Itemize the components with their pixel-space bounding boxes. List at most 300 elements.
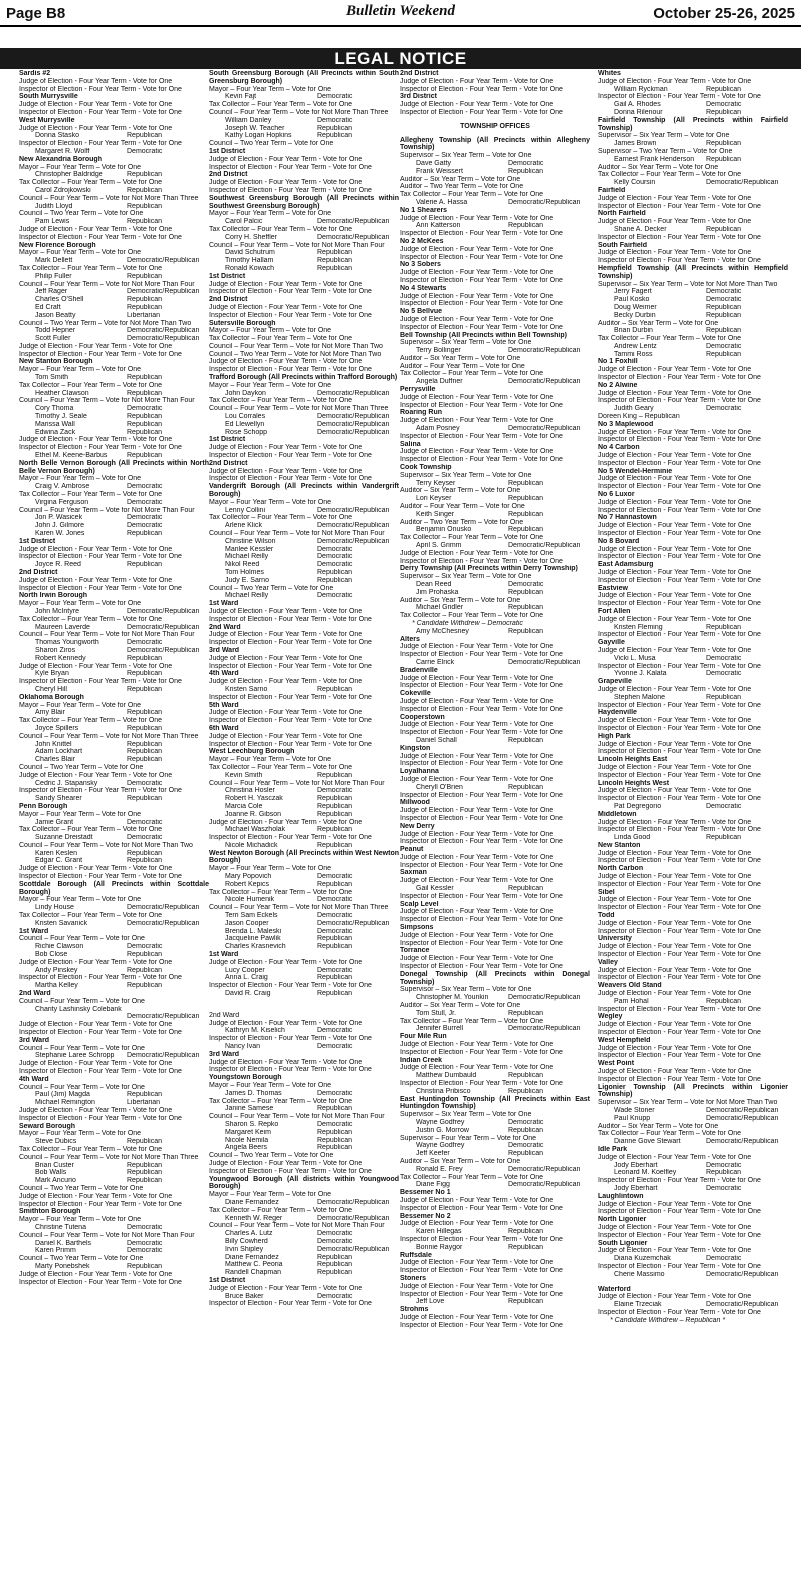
candidate-line — [209, 1199, 399, 1207]
candidate-name: Arlene Klick — [225, 522, 262, 530]
candidate-name: Doug Weimer — [614, 303, 657, 311]
candidate-line — [598, 156, 788, 164]
candidate-line — [400, 160, 590, 168]
office-line: Judge of Election - Four Year Term - Vote for One — [19, 436, 173, 444]
office-line: Judge of Election - Four Year Term - Vote for One — [400, 315, 554, 323]
candidate-line — [19, 670, 209, 678]
candidate-party: Republican — [508, 510, 544, 518]
office-line: Inspector of Election - Four Year Term - Vote for One — [19, 787, 182, 795]
candidate-line — [209, 795, 399, 803]
candidate-party: Democratic — [127, 818, 163, 826]
section-heading: New Florence Borough — [19, 241, 96, 249]
candidate-line — [598, 312, 788, 320]
candidate-line — [209, 1293, 399, 1301]
candidate-line — [19, 1006, 209, 1014]
candidate-line — [209, 1246, 399, 1254]
candidate-name: Carol Palcic — [225, 218, 263, 226]
candidate-name: Ronald Kowach — [225, 264, 275, 272]
section-heading: Millwood — [400, 799, 430, 807]
candidate-name: Diana Kuzemchak — [614, 1255, 671, 1263]
office-line: Judge of Election - Four Year Term - Vote for One — [209, 303, 363, 311]
candidate-line — [19, 1138, 209, 1146]
section-heading: No 1 Foxhill — [598, 358, 638, 366]
office-line: Auditor – Six Year Term – Vote for One — [400, 354, 521, 362]
office-line: Council – Four Year Term – Vote for Not More Than Four — [19, 506, 195, 514]
candidate-line — [400, 1025, 590, 1033]
candidate-party: Republican — [127, 452, 163, 460]
section-heading: Salina — [400, 440, 421, 448]
office-line: Council – Four Year Term – Vote for Not More Than Three — [19, 1153, 199, 1161]
section-heading: Simpsons — [400, 924, 434, 932]
candidate-line — [19, 312, 209, 320]
candidate-party: Republican — [317, 1269, 353, 1277]
section-heading: No 5 Wendel-Herminie — [598, 467, 673, 475]
candidate-name: Edgar C. Grant — [35, 857, 83, 865]
candidate-party: Democratic/Republican — [127, 919, 200, 927]
candidate-party: Democratic/Republican — [317, 420, 390, 428]
candidate-party: Republican — [508, 736, 544, 744]
office-line: Judge of Election - Four Year Term - Vote for One — [598, 818, 752, 826]
office-line: Inspector of Election - Four Year Term - Vote for One — [209, 366, 372, 374]
section-heading: Indian Creek — [400, 1056, 443, 1064]
candidate-line — [598, 351, 788, 359]
page-number: Page B8 — [6, 5, 66, 22]
office-line: Inspector of Election - Four Year Term - Vote for One — [598, 724, 761, 732]
office-line: Council – Four Year Term – Vote for Not More Than Four — [209, 1222, 385, 1230]
office-line: Tax Collector – Four Year Term – Vote for One — [209, 101, 353, 109]
office-line: Inspector of Election - Four Year Term - Vote for One — [598, 506, 761, 514]
candidate-line — [598, 1138, 788, 1146]
section-heading: No 2 McKees — [400, 237, 444, 245]
office-line: Council – Two Year Term – Vote for One — [209, 140, 334, 148]
candidate-party: Democratic — [706, 296, 742, 304]
section-heading: New Stanton — [598, 841, 641, 849]
candidate-party: Republican — [127, 756, 163, 764]
candidate-line — [19, 624, 209, 632]
candidate-name: Thomas Youngworth — [35, 639, 99, 647]
candidate-name: Bob Close — [35, 951, 68, 959]
office-line: Mayor – Four Year Term – Vote for One — [19, 600, 142, 608]
section-heading: Bradenville — [400, 666, 438, 674]
candidate-line — [19, 943, 209, 951]
section-banner: LEGAL NOTICE — [0, 48, 801, 69]
office-line: Inspector of Election - Four Year Term - Vote for One — [209, 288, 372, 296]
candidate-name: Anna L. Craig — [225, 974, 268, 982]
section-heading: Donegal Township (All Precincts within Donegal Township) — [400, 970, 590, 986]
candidate-name: William Danley — [225, 116, 272, 124]
office-line: Inspector of Election - Four Year Term - Vote for One — [598, 904, 761, 912]
section-heading: 2nd District — [209, 459, 248, 467]
office-line: Inspector of Election - Four Year Term - Vote for One — [400, 1080, 563, 1087]
candidate-party: Republican — [508, 885, 544, 893]
section-heading: North Carbon — [598, 865, 644, 873]
candidate-line — [209, 920, 399, 928]
candidate-name: Michael Gridler — [416, 604, 464, 612]
candidate-line — [19, 920, 209, 928]
office-line: Inspector of Election - Four Year Term - Vote for One — [400, 108, 563, 116]
office-line: Tax Collector – Four Year Term – Vote for One — [209, 1097, 353, 1105]
office-line: Council – Four Year Term – Vote for One — [19, 997, 145, 1005]
section-heading: Sibel — [598, 888, 615, 896]
candidate-name: Wade Stoner — [614, 1106, 655, 1114]
office-line: Council – Four Year Term – Vote for Not More Than Four — [209, 1113, 385, 1121]
candidate-name: Ronald E. Frey — [416, 1165, 463, 1173]
office-line: Inspector of Election - Four Year Term - Vote for One — [400, 682, 563, 690]
section-heading: 2nd District — [209, 296, 248, 304]
section-heading: 1st District — [209, 147, 246, 155]
section-heading: 1st Ward — [209, 951, 239, 959]
candidate-name: Valerie A. Hassa — [416, 198, 468, 206]
candidate-name: Margaret Keim — [225, 1128, 271, 1136]
office-line: Tax Collector – Four Year Term – Vote for One — [19, 615, 163, 623]
section-heading: No 2 Alwine — [598, 381, 638, 389]
candidate-party: Republican — [317, 1128, 353, 1136]
section-heading: Saxman — [400, 869, 427, 877]
section-heading: Cooperstown — [400, 713, 445, 721]
office-line: Judge of Election - Four Year Term - Vote for One — [400, 775, 554, 783]
section-heading: Youngwood Borough (All districts within Youngwood Borough) — [209, 1175, 399, 1191]
candidate-line — [19, 374, 209, 382]
candidate-party: Republican — [317, 569, 353, 576]
candidate-party: Republican — [706, 693, 742, 701]
section-heading: Roaring Run — [400, 409, 442, 417]
office-line: Judge of Election - Four Year Term - Vote for One — [400, 448, 554, 456]
candidate-party: Democratic/Republican — [127, 646, 200, 654]
candidate-party: Republican — [127, 389, 163, 397]
office-line: Mayor – Four Year Term – Vote for One — [19, 163, 142, 171]
candidate-line — [19, 1091, 209, 1099]
candidate-name: Cory Thoma — [35, 405, 74, 413]
candidate-party: Republican — [508, 495, 544, 503]
candidate-name: Terry Keyser — [416, 479, 456, 487]
candidate-party: Republican — [317, 1136, 353, 1144]
candidate-name: Dean Reed — [416, 581, 452, 588]
section-heading: Gayville — [598, 639, 625, 647]
candidate-party: Libertarian — [127, 311, 161, 319]
candidate-line — [19, 483, 209, 491]
candidate-name: Pam Lewis — [35, 218, 70, 226]
office-line: Inspector of Election - Four Year Term - Vote for One — [19, 974, 182, 982]
candidate-name: Terri Sam Eckels — [225, 912, 278, 920]
candidate-name: Matthew C. Peoria — [225, 1261, 283, 1269]
candidate-line — [598, 1162, 788, 1170]
candidate-name: Karen Keslen — [35, 849, 78, 857]
candidate-name: Jeff Rager — [35, 288, 68, 296]
candidate-party: Republican — [317, 576, 353, 584]
office-line: Inspector of Election - Four Year Term - Vote for One — [598, 857, 761, 865]
office-line: Judge of Election - Four Year Term - Vote for One — [598, 475, 752, 483]
candidate-line — [400, 495, 590, 503]
candidate-party: Libertarian — [127, 1099, 161, 1107]
candidate-line — [19, 967, 209, 975]
candidate-name: Kyle Bryan — [35, 670, 69, 678]
office-line: Judge of Election - Four Year Term - Vote for One — [598, 522, 752, 530]
office-line: Tax Collector – Four Year Term – Vote for One — [19, 826, 163, 834]
office-line: Judge of Election - Four Year Term - Vote for One — [209, 678, 363, 686]
candidate-name: Nancy Ivan — [225, 1043, 261, 1051]
office-line: Council – Four Year Term – Vote for Not More Than Four — [19, 397, 195, 405]
candidate-party: Republican — [317, 1253, 353, 1261]
candidate-name: Richie Clawson — [35, 943, 84, 951]
candidate-name: Lucy Cooper — [225, 966, 265, 974]
section-heading: East Adamsburg — [598, 561, 654, 569]
newspaper-nameplate: Bulletin Weekend — [345, 3, 456, 19]
section-heading: Waterford — [598, 1285, 631, 1293]
candidate-party: Republican — [508, 627, 544, 635]
office-line: Inspector of Election - Four Year Term - Vote for One — [598, 1231, 761, 1239]
office-line: Inspector of Election - Four Year Term - Vote for One — [400, 1204, 563, 1212]
candidate-name: Martha Kelley — [35, 982, 78, 990]
office-line: Judge of Election - Four Year Term - Vote for One — [209, 732, 363, 740]
office-line: Tax Collector – Four Year Term – Vote for One — [598, 335, 742, 343]
candidate-party: Democratic — [127, 514, 163, 522]
candidate-name: John McIntyre — [35, 607, 79, 615]
candidate-line — [19, 203, 209, 211]
candidate-party: Democratic/Republican — [508, 1025, 581, 1033]
candidate-party: Democratic/Republican — [317, 1198, 390, 1206]
candidate-party: Republican — [508, 1072, 544, 1080]
candidate-line — [400, 1244, 590, 1252]
office-line: Inspector of Election - Four Year Term - Vote for One — [598, 1052, 761, 1060]
candidate-line — [19, 1169, 209, 1177]
office-line: Judge of Election - Four Year Term - Vote for One — [209, 1019, 363, 1027]
office-line: Judge of Election - Four Year Term - Vote for One — [209, 631, 363, 639]
candidate-name: Stephen Malone — [614, 693, 665, 701]
office-line: Mayor – Four Year Term – Vote for One — [209, 327, 332, 335]
candidate-line — [19, 1177, 209, 1185]
candidate-name: Christine Wilson — [225, 537, 276, 545]
candidate-party: Republican — [317, 990, 353, 998]
office-line: Council – Four Year Term – Vote for One — [19, 1044, 145, 1052]
candidate-party: Democratic/Republican — [706, 1270, 779, 1278]
candidate-party: Democratic — [706, 802, 742, 810]
candidate-line — [209, 132, 399, 140]
candidate-party: Republican — [127, 272, 163, 280]
section-heading: Todd — [598, 912, 615, 920]
candidate-line — [19, 655, 209, 663]
office-line: Judge of Election - Four Year Term - Vote for One — [400, 1196, 554, 1204]
notice-column-1 — [19, 70, 209, 1580]
candidate-line — [209, 1137, 399, 1145]
candidate-line — [209, 561, 399, 569]
candidate-line — [19, 561, 209, 569]
office-line: Inspector of Election - Four Year Term - Vote for One — [400, 838, 563, 846]
candidate-party: Republican — [127, 303, 163, 311]
candidate-line — [19, 257, 209, 265]
office-line: Inspector of Election - Four Year Term - Vote for One — [598, 748, 761, 756]
section-heading: Kingston — [400, 744, 431, 752]
candidate-party: Democratic — [508, 1142, 544, 1150]
notice-note: * Candidate Withdrew – Republican * — [610, 1316, 726, 1324]
candidate-line — [19, 1224, 209, 1232]
section-heading: East Huntingdon Township (All Precincts within East Huntingdon Township) — [400, 1095, 590, 1111]
candidate-name: Sharon Ziros — [35, 646, 76, 654]
office-line: Inspector of Election - Four Year Term - Vote for One — [209, 639, 372, 647]
office-line: Tax Collector – Four Year Term – Vote for One — [19, 1145, 163, 1153]
candidate-name: Dianne Gove Stewart — [614, 1138, 681, 1146]
office-line: Inspector of Election - Four Year Term - Vote for One — [598, 631, 761, 639]
office-line: Judge of Election - Four Year Term - Vote for One — [598, 896, 752, 904]
office-line: Inspector of Election - Four Year Term - Vote for One — [209, 1035, 372, 1043]
office-line: Judge of Election - Four Year Term - Vote for One — [400, 931, 554, 939]
section-heading: 6th Ward — [209, 724, 239, 732]
candidate-name: Benjamin Onusko — [416, 526, 472, 534]
office-line: Judge of Election - Four Year Term - Vote for One — [209, 1058, 363, 1066]
candidate-line — [598, 624, 788, 632]
candidate-name: Amy McChesney — [416, 627, 469, 635]
office-line: Inspector of Election - Four Year Term - Vote for One — [598, 600, 761, 608]
office-line: Inspector of Election - Four Year Term - Vote for One — [209, 1300, 372, 1308]
candidate-line — [400, 1142, 590, 1150]
office-line: Inspector of Election - Four Year Term - Vote for One — [400, 729, 563, 737]
candidate-name: Karen Hillegas — [416, 1228, 462, 1236]
candidate-line — [19, 850, 209, 858]
candidate-name: Suzanne Dreistadt — [35, 834, 93, 842]
section-heading: University — [598, 935, 632, 943]
office-line: Supervisor – Six Year Term – Vote for One — [400, 1111, 532, 1119]
candidate-line — [598, 834, 788, 842]
candidate-name: Kristen Sarno — [225, 685, 268, 693]
section-heading: 4th Ward — [19, 1075, 49, 1083]
section-heading: Seward Borough — [19, 1122, 76, 1130]
candidate-party: Democratic — [508, 581, 544, 588]
office-line: Supervisor – Six Year Term – Vote for One — [400, 986, 532, 994]
candidate-name: Wayne Godfrey — [416, 1142, 465, 1150]
candidate-party: Democratic/Republican — [508, 198, 581, 206]
candidate-line — [19, 756, 209, 764]
candidate-name: Daniel Schall — [416, 736, 457, 744]
candidate-party: Democratic/Republican — [508, 542, 581, 550]
candidate-name: Kelly Coursin — [614, 179, 656, 187]
candidate-party: Republican — [127, 218, 163, 226]
candidate-name: Todd Hepner — [35, 327, 76, 335]
office-line: Supervisor – Six Year Term – Vote for One — [598, 132, 730, 140]
office-line: Judge of Election - Four Year Term - Vote for One — [209, 1159, 363, 1167]
candidate-party: Democratic/Republican — [127, 904, 200, 912]
office-line: Council – Four Year Term – Vote for Not More Than Four — [209, 779, 385, 787]
candidate-name: Christina Pribisco — [416, 1087, 471, 1095]
candidate-party: Democratic — [706, 1255, 742, 1263]
spacer — [209, 1005, 399, 1012]
office-line: Inspector of Election - Four Year Term - Vote for One — [400, 323, 563, 331]
office-line: Inspector of Election - Four Year Term - Vote for One — [209, 452, 372, 460]
spacer — [209, 998, 399, 1005]
candidate-name: Frank Weissert — [416, 167, 463, 175]
candidate-party: Democratic — [127, 498, 163, 506]
candidate-line — [400, 1150, 590, 1158]
candidate-party: Democratic/Republican — [317, 218, 390, 226]
candidate-line — [400, 1088, 590, 1096]
office-line: Inspector of Election - Four Year Term - Vote for One — [19, 873, 182, 881]
office-line: Inspector of Election - Four Year Term - Vote for One — [400, 401, 563, 409]
candidate-party: Republican — [127, 132, 163, 140]
candidate-line — [209, 928, 399, 936]
candidate-party: Democratic — [317, 927, 353, 935]
candidate-line — [209, 1238, 399, 1246]
office-line: Inspector of Election - Four Year Term - Vote for One — [598, 927, 761, 935]
candidate-name: Donna Rilenour — [614, 108, 663, 116]
office-line: Auditor – Six Year Term – Vote for One — [598, 163, 719, 171]
candidate-line — [19, 499, 209, 507]
candidate-line — [400, 1166, 590, 1174]
office-line: Auditor – Six Year Term – Vote for One — [400, 175, 521, 183]
candidate-name: Tammi Ross — [614, 350, 653, 358]
office-line: Inspector of Election - Four Year Term - Vote for One — [19, 140, 182, 148]
candidate-party: Democratic — [127, 1239, 163, 1247]
candidate-party: Republican — [508, 604, 544, 612]
candidate-name: Earnest Frank Henderson — [614, 155, 695, 163]
office-line: Judge of Election - Four Year Term - Vote for One — [598, 1247, 752, 1255]
office-line: Judge of Election - Four Year Term - Vote for One — [400, 245, 554, 253]
candidate-line — [19, 725, 209, 733]
office-line: Judge of Election - Four Year Term - Vote for One — [400, 853, 554, 861]
candidate-party: Republican — [706, 834, 742, 842]
candidate-name: Cherie Massimo — [614, 1270, 665, 1278]
candidate-name: Michael Reilly — [225, 553, 269, 561]
office-line: Judge of Election - Four Year Term - Vote for One — [598, 717, 752, 725]
section-heading: West Point — [598, 1060, 635, 1068]
candidate-line — [19, 1240, 209, 1248]
candidate-name: Scott Fuller — [35, 335, 71, 343]
candidate-name: Diane Fernandez — [225, 1253, 279, 1261]
candidate-party: Democratic — [317, 1089, 353, 1097]
candidate-line — [19, 1247, 209, 1255]
office-line: Inspector of Election - Four Year Term - Vote for One — [19, 350, 182, 358]
candidate-party: Republican — [127, 740, 163, 748]
office-line: Inspector of Election - Four Year Term - Vote for One — [598, 1029, 761, 1037]
office-line: Inspector of Election - Four Year Term - Vote for One — [598, 1005, 761, 1013]
candidate-name: Elaine Trzeciak — [614, 1301, 662, 1309]
office-line: Judge of Election - Four Year Term - Vote for One — [598, 1021, 752, 1029]
section-heading: Scalp Level — [400, 900, 439, 908]
office-line: Council – Two Year Term – Vote for One — [19, 1184, 144, 1192]
office-line: Tax Collector – Four Year Term – Vote for One — [400, 1017, 544, 1025]
candidate-line — [19, 429, 209, 437]
candidate-party: Democratic — [317, 561, 353, 569]
office-line: Mayor – Four Year Term – Vote for One — [209, 381, 332, 389]
candidate-party: Republican — [127, 1161, 163, 1169]
candidate-line — [400, 1228, 590, 1236]
candidate-party: Republican — [127, 709, 163, 717]
candidate-line — [400, 589, 590, 597]
candidate-name: James D. Thomas — [225, 1089, 282, 1097]
section-heading: 1st District — [19, 537, 56, 545]
office-line: Council – Four Year Term – Vote for Not More Than Three — [19, 732, 199, 740]
office-line: Inspector of Election - Four Year Term - Vote for One — [598, 436, 761, 444]
section-heading: Grapeville — [598, 678, 632, 686]
candidate-line — [400, 347, 590, 355]
section-heading: 2nd District — [19, 569, 58, 576]
section-heading: North Ligonier — [598, 1216, 647, 1224]
office-line: Inspector of Election - Four Year Term - Vote for One — [209, 1066, 372, 1074]
office-line: Inspector of Election - Four Year Term - Vote for One — [598, 257, 761, 265]
office-line: Judge of Election - Four Year Term - Vote for One — [400, 877, 554, 885]
candidate-party: Democratic — [317, 93, 353, 101]
candidate-line — [400, 1119, 590, 1127]
office-line: Judge of Election - Four Year Term - Vote for One — [209, 444, 363, 452]
candidate-line — [209, 803, 399, 811]
office-line: Council – Two Year Term – Vote for Not More Than Two — [19, 319, 192, 327]
office-line: Auditor – Two Year Term – Vote for One — [400, 518, 524, 526]
candidate-line — [19, 273, 209, 281]
candidate-name: Jason Cooper — [225, 919, 269, 927]
section-heading: 2nd Ward — [209, 623, 241, 631]
candidate-party: Republican — [706, 327, 742, 335]
office-line: Inspector of Election - Four Year Term - Vote for One — [598, 483, 761, 491]
candidate-name: Billy Cowherd — [225, 1237, 268, 1245]
section-heading: 2nd District — [400, 70, 439, 77]
section-heading: Torrance — [400, 947, 430, 955]
